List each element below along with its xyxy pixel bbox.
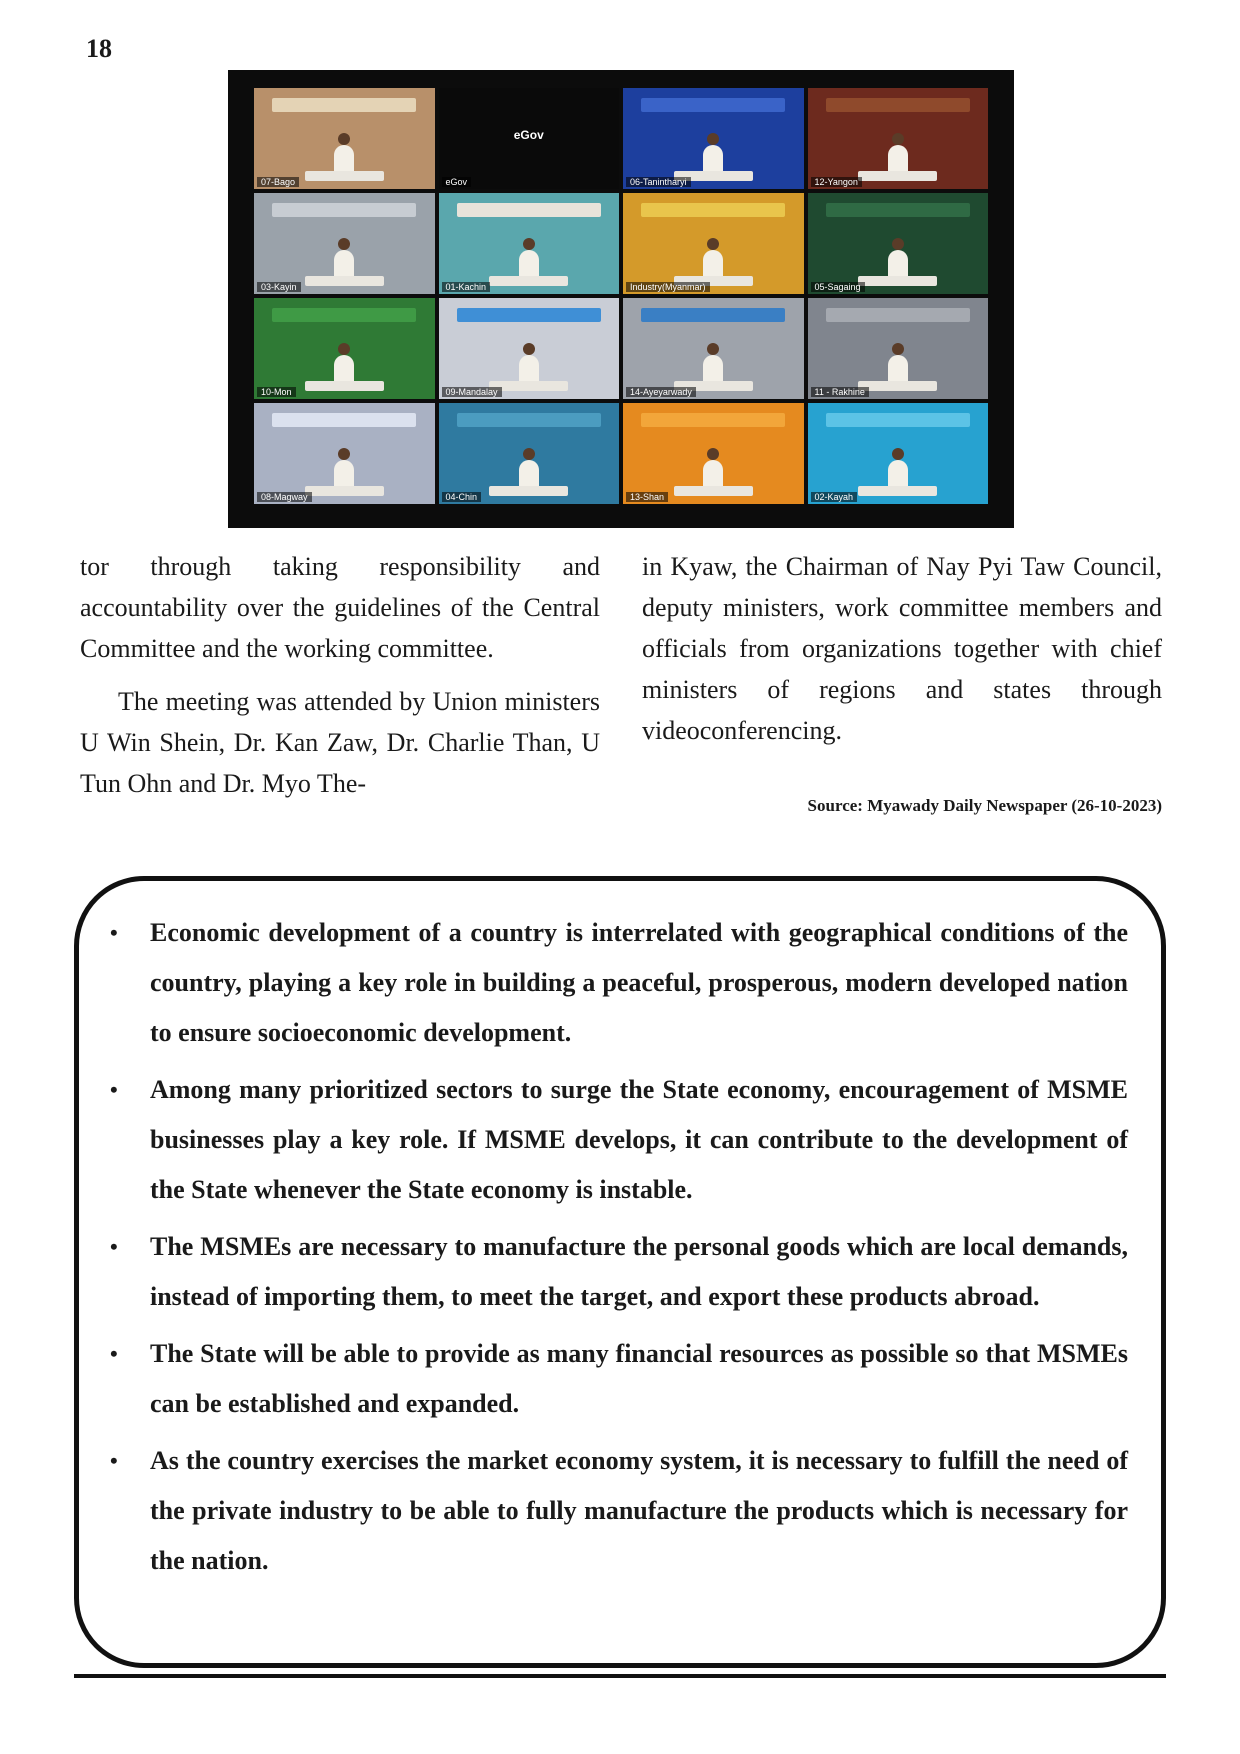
- tile-location-label: 05-Sagaing: [811, 282, 865, 292]
- video-tile: [623, 298, 804, 399]
- video-tile: [808, 88, 989, 189]
- tile-banner: [272, 203, 416, 217]
- tile-location-label: 14-Ayeyarwady: [626, 387, 696, 397]
- tile-banner: [641, 413, 785, 427]
- bullet-icon: •: [110, 1341, 118, 1366]
- tile-banner: [272, 308, 416, 322]
- bullet-icon: •: [110, 1234, 118, 1259]
- bullet-item: • The MSMEs are necessary to manufacture the personal goods which are local demands, instead of importing them, to meet the target, and export these products abroad.: [110, 1222, 1128, 1322]
- desk: [305, 486, 384, 496]
- bullet-item: • As the country exercises the market economy system, it is necessary to fulfill the need of the private industry to be able to fully manufacture the products which is necessary for the nation.: [110, 1436, 1128, 1586]
- tile-banner: [826, 203, 970, 217]
- desk: [305, 276, 384, 286]
- tile-banner: [457, 308, 601, 322]
- tile-location-label: 08-Magway: [257, 492, 312, 502]
- video-tile: [808, 298, 989, 399]
- tile-banner: [272, 413, 416, 427]
- tile-center-label: eGov: [513, 128, 544, 143]
- bullet-item: • Economic development of a country is interrelated with geographical conditions of the country, playing a key role in building a peaceful, prosperous, modern developed nation to ensure socioeconomic development.: [110, 908, 1128, 1058]
- tile-banner: [641, 203, 785, 217]
- video-tile: [808, 193, 989, 294]
- tile-location-label: 02-Kayah: [811, 492, 858, 502]
- tile-location-label: 07-Bago: [257, 177, 299, 187]
- page-number: 18: [86, 34, 112, 63]
- tile-location-label: 06-Tanintharyi: [626, 177, 691, 187]
- summary-bullets: [110, 908, 1128, 1593]
- tile-location-label: 13-Shan: [626, 492, 668, 502]
- tile-banner: [826, 98, 970, 112]
- tile-banner: [641, 308, 785, 322]
- tile-location-label: 01-Kachin: [442, 282, 491, 292]
- tile-location-label: Industry(Myanmar): [626, 282, 710, 292]
- tile-banner: [272, 98, 416, 112]
- video-tile: [439, 88, 620, 189]
- tile-location-label: eGov: [442, 177, 472, 187]
- desk: [858, 381, 937, 391]
- footer-rule: [74, 1674, 1166, 1678]
- right-paragraph-1: in Kyaw, the Chairman of Nay Pyi Taw Council, deputy ministers, work committee members and officials from organizations together with chief ministers of regions and states through videoconferencing.: [642, 552, 1162, 745]
- video-tile: [439, 298, 620, 399]
- desk: [858, 486, 937, 496]
- left-column: [80, 546, 600, 804]
- video-tile: [623, 193, 804, 294]
- source-citation: Source: Myawady Daily Newspaper (26-10-2023): [807, 796, 1162, 815]
- desk: [858, 171, 937, 181]
- video-tile: [439, 403, 620, 504]
- desk: [305, 381, 384, 391]
- tile-banner: [826, 413, 970, 427]
- desk: [674, 486, 753, 496]
- tile-banner: [457, 203, 601, 217]
- tile-banner: [457, 413, 601, 427]
- video-tile: [254, 403, 435, 504]
- bullet-item: • The State will be able to provide as many financial resources as possible so that MSMEs can be established and expanded.: [110, 1329, 1128, 1429]
- tile-banner: [641, 98, 785, 112]
- video-tile: [439, 193, 620, 294]
- tile-location-label: 10-Mon: [257, 387, 296, 397]
- tile-location-label: 04-Chin: [442, 492, 482, 502]
- videoconference-photo: [228, 70, 1014, 528]
- tile-location-label: 09-Mandalay: [442, 387, 502, 397]
- left-paragraph-2: The meeting was attended by Union ministers U Win Shein, Dr. Kan Zaw, Dr. Charlie Than, U Tun Ohn and Dr. Myo The-: [80, 687, 600, 798]
- video-tile: [254, 88, 435, 189]
- video-tile: [623, 88, 804, 189]
- tile-location-label: 12-Yangon: [811, 177, 862, 187]
- desk: [489, 276, 568, 286]
- bullet-icon: •: [110, 920, 118, 945]
- video-tile: [254, 298, 435, 399]
- bullet-icon: •: [110, 1077, 118, 1102]
- right-column: [642, 546, 1162, 751]
- video-grid: [254, 88, 988, 504]
- bullet-icon: •: [110, 1448, 118, 1473]
- tile-location-label: 11 - Rakhine: [811, 387, 869, 397]
- video-tile: [808, 403, 989, 504]
- bullet-item: • Among many prioritized sectors to surge the State economy, encouragement of MSME businesses play a key role. If MSME develops, it can contribute to the development of the State whenever the State economy is instable.: [110, 1065, 1128, 1215]
- video-tile: [623, 403, 804, 504]
- desk: [489, 486, 568, 496]
- desk: [305, 171, 384, 181]
- video-tile: [254, 193, 435, 294]
- desk: [858, 276, 937, 286]
- left-paragraph-1: tor through taking responsibility and accountability over the guidelines of the Central Committee and the working committee.: [80, 552, 600, 663]
- tile-banner: [826, 308, 970, 322]
- tile-location-label: 03-Kayin: [257, 282, 301, 292]
